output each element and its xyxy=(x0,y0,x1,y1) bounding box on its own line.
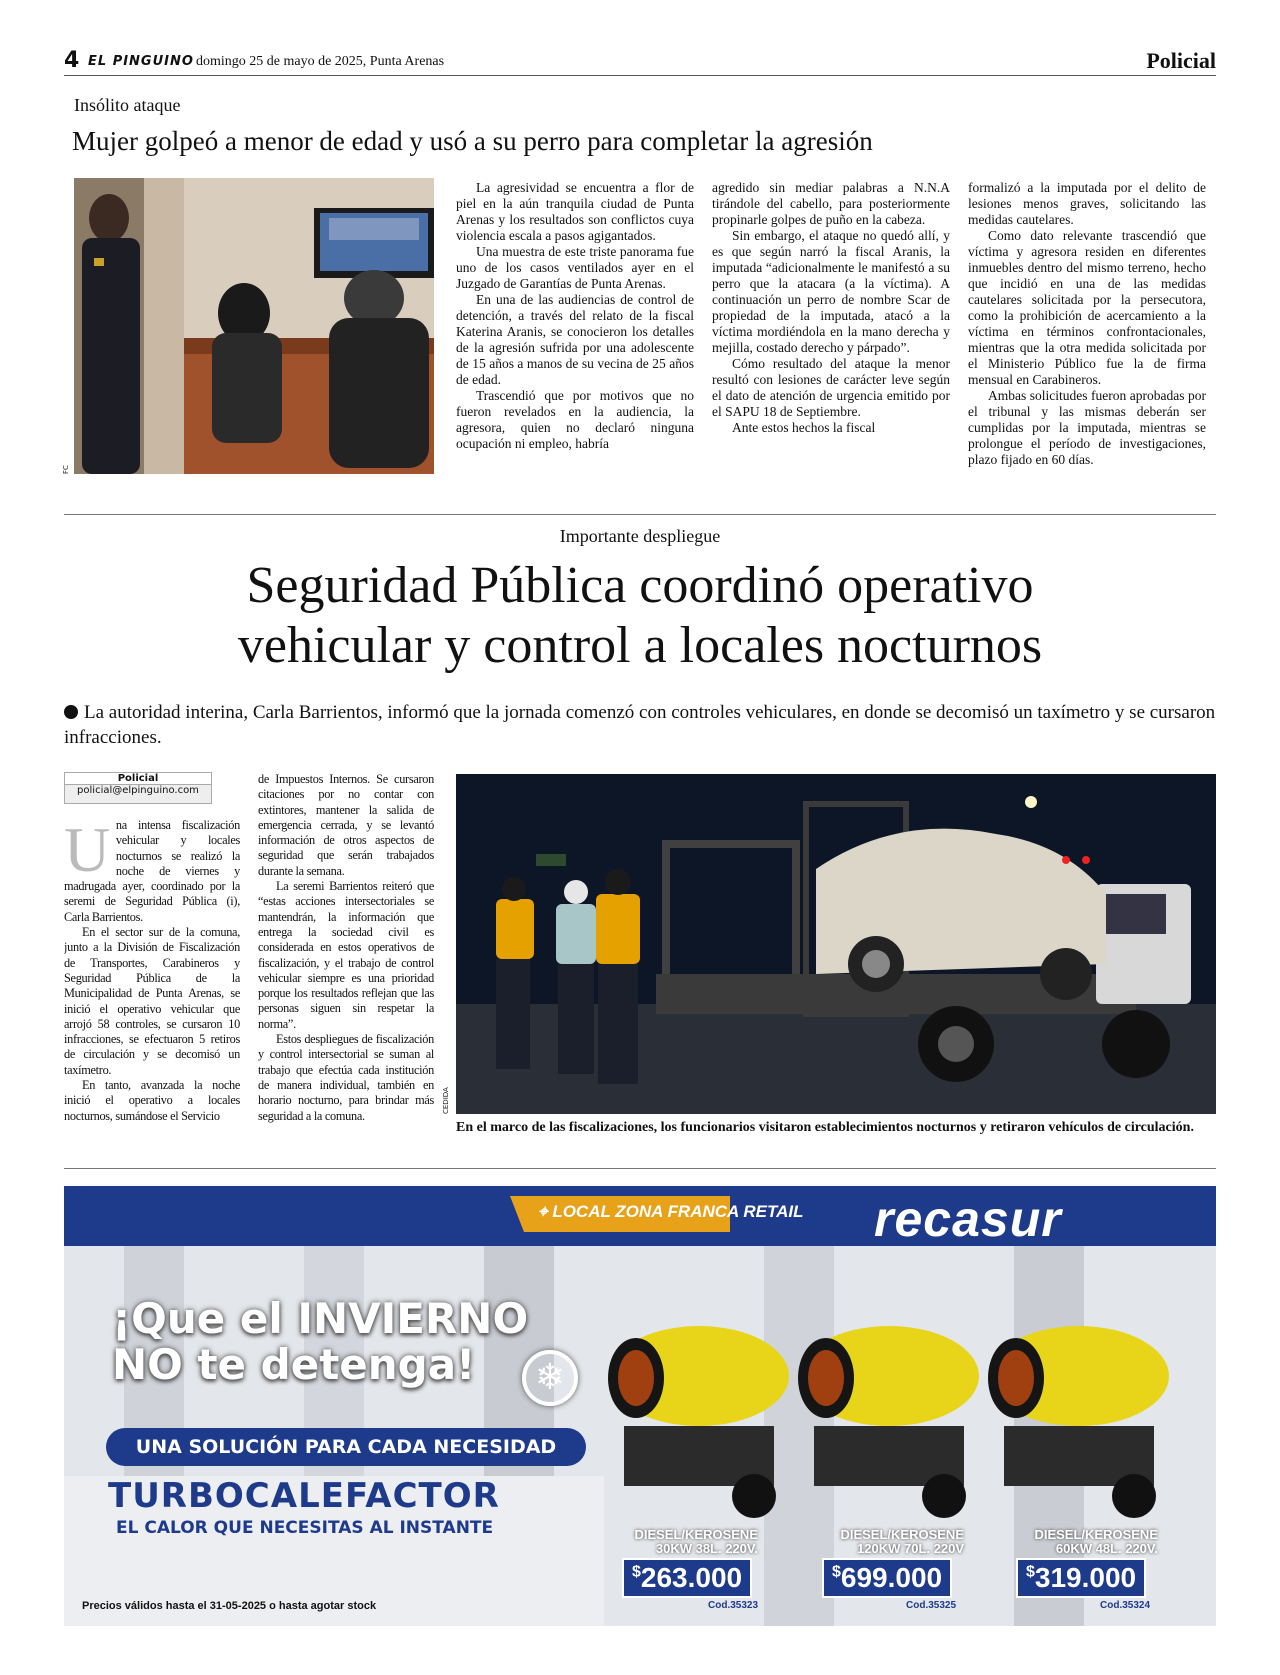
solution-band: UNA SOLUCIÓN PARA CADA NECESIDAD xyxy=(106,1428,586,1466)
ad-slogan: ¡Que el INVIERNO NO te detenga! xyxy=(112,1294,529,1389)
product-2-spec: DIESEL/KEROSENE 120KW 70L. 220V xyxy=(840,1527,964,1556)
operation-photo xyxy=(456,774,1216,1114)
page-header xyxy=(64,48,1216,76)
byline-box xyxy=(64,772,212,804)
heater-products-image xyxy=(604,1296,1204,1526)
bullet-icon xyxy=(64,705,78,719)
courtroom-photo xyxy=(74,178,434,474)
article1-photo-credit: FC xyxy=(62,465,70,474)
header-date: domingo 25 de mayo de 2025, Punta Arenas xyxy=(196,54,445,69)
location-pin-icon: ⌖ xyxy=(538,1202,548,1221)
product-1-spec: DIESEL/KEROSENE 30KW 38L. 220V. xyxy=(634,1527,758,1556)
byline-email[interactable]: policial@elpinguino.com xyxy=(77,785,199,796)
product-3-price[interactable]: $319.000 xyxy=(1016,1558,1146,1598)
article1-column-1: La agresividad se encuentra a flor de piel en la aún tranquila ciudad de Punta Arenas y los resultados son conflictos cuya violencia escala a pasos agigantados. Una muestra de este triste panorama fue uno de los casos ventilados ayer en el Juzgado de Garantías de Punta Arenas. En una de las audiencias de control de detención, a través del relato de la fiscal Katerina Aranis, se conocieron los detalles de la agresión sufrida por una adolescente de 15 años a manos de su vecina de 25 años de edad. Trascendió que por motivos que no fueron revelados en la audiencia, la agresora, quien no declaró ninguna ocupación ni empleo, habría xyxy=(456,180,694,451)
divider xyxy=(64,514,1216,515)
currency-symbol: $ xyxy=(632,1563,641,1581)
currency-symbol: $ xyxy=(1026,1563,1035,1581)
article1-kicker: Insólito ataque xyxy=(74,95,181,115)
product-1-code: Cod.35323 xyxy=(708,1600,759,1611)
byline-section: Policial xyxy=(65,773,211,785)
snowflake-icon: ❄ xyxy=(522,1350,578,1406)
product-name: TURBOCALEFACTOR xyxy=(108,1476,500,1516)
article2-photo-credit: CEDIDA xyxy=(442,1087,450,1114)
product-3-code: Cod.35324 xyxy=(1100,1600,1151,1611)
article2-lead: La autoridad interina, Carla Barrientos, informó que la jornada comenzó con controles vehiculares, en donde se decomisó un taxímetro y se cursaron infracciones. xyxy=(64,702,1216,748)
product-2-price[interactable]: $699.000 xyxy=(822,1558,952,1598)
article2-column-2: de Impuestos Internos. Se cursaron citaciones por no contar con extintores, mantener la salida de emergencia cerrada, y se levantó información de otros aspectos de seguridad que serán trabajados durante la semana. La seremi Barrientos reiteró que “estas acciones intersectoriales se mantendrán, la información que entrega la sociedad civil es considerada en estos operativos de fiscalización, y el trabajo de control vehicular siempre es una prioridad porque los resultados reflejan que las personas siguen sin respetar la norma”. Estos despliegues de fiscalización y control intersectorial se suman al trabajo que efectúa cada institución de manera individual, también en horario nocturno, para brindar más seguridad a la comuna. xyxy=(258,772,434,1123)
photo-caption: En el marco de las fiscalizaciones, los funcionarios visitaron establecimientos nocturnos y retiraron vehículos de circulación. xyxy=(456,1120,1194,1135)
article2-column-1: U na intensa fiscalización vehicular y locales nocturnos se realizó la noche de viernes y madrugada ayer, coordinado por la seremi de Seguridad Pública (i), Carla Barrientos. En el sector sur de la comuna, junto a la División de Fiscalización de Transportes, Carabineros y Seguridad Pública de la Municipalidad de Punta Arenas, se inició el operativo vehicular que arrojó 58 controles, se cursaron 10 infracciones, se efectuaron 5 retiros de circulación y se decomisó un taxímetro. En tanto, avanzada la noche inició el operativo a locales nocturnos, sumándose el Servicio xyxy=(64,818,240,1123)
article2-headline: Seguridad Pública coordinó operativo vehicular y control a locales nocturnos xyxy=(237,557,1043,674)
product-1-price[interactable]: $263.000 xyxy=(622,1558,752,1598)
newspaper-logo: EL PINGUINO xyxy=(88,54,194,69)
price-validity: Precios válidos hasta el 31-05-2025 o hasta agotar stock xyxy=(82,1600,377,1612)
dropcap: U xyxy=(64,818,110,885)
divider xyxy=(64,1168,1216,1169)
currency-symbol: $ xyxy=(832,1563,841,1581)
advertisement[interactable] xyxy=(64,1186,1216,1626)
brand-logo: recasur xyxy=(874,1191,1062,1247)
article1-column-2: agredido sin mediar palabras a N.N.A tirándole del cabello, para posteriormente propinarle golpes de puño en la cabeza. Sin embargo, el ataque no quedó allí, y es que según narró la fiscal Aranis, la imputada “adicionalmente le manifestó a su perro que la atacara (a la víctima). A continuación un perro de nombre Scar de propiedad de la imputada, atacó a la víctima mordiéndola en la mano derecha y mejilla, costado derecho y párpado”. Cómo resultado del ataque la menor resultó con lesiones de carácter leve según el dato de atención de urgencia emitido por el SAPU 18 de Septiembre. Ante estos hechos la fiscal xyxy=(712,180,950,435)
product-2-code: Cod.35325 xyxy=(906,1600,957,1611)
section-name: Policial xyxy=(1146,48,1216,73)
article1-headline: Mujer golpeó a menor de edad y usó a su perro para completar la agresión xyxy=(72,126,873,156)
product-3-spec: DIESEL/KEROSENE 60KW 48L. 220V. xyxy=(1034,1527,1158,1556)
page-number: 4 xyxy=(64,48,80,73)
location-banner: ⌖ LOCAL ZONA FRANCA RETAIL xyxy=(538,1202,804,1221)
article1-column-3: formalizó a la imputada por el delito de lesiones menos graves, solicitando las medidas cautelares. Como dato relevante trascendió que víctima y agresora residen en diferentes inmuebles dentro del mismo terreno, hecho que incidió en una de las medidas cautelares solicitada por la persecutora, como la prohibición de acercamiento a la víctima en términos confrontacionales, mientras que la otra medida solicitada por el Ministerio Público fue la de firma mensual en Carabineros. Ambas solicitudes fueron aprobadas por el tribunal y las mismas deberán ser cumplidas por la imputada, mientras se prolongue el período de investigaciones, plazo fijado en 60 días. xyxy=(968,180,1206,467)
product-tagline: EL CALOR QUE NECESITAS AL INSTANTE xyxy=(116,1518,494,1538)
article2-kicker: Importante despliegue xyxy=(559,526,721,546)
